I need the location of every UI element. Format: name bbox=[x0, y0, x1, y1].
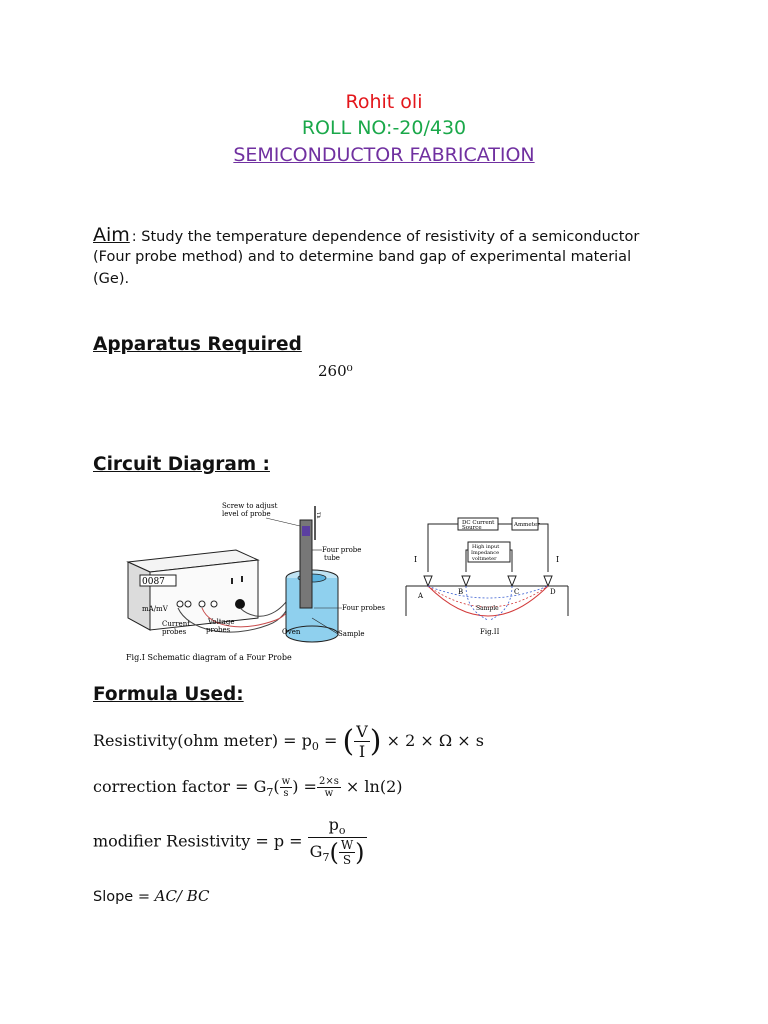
jack-2 bbox=[185, 601, 191, 607]
f3-num: p bbox=[328, 815, 339, 834]
sample-label-2: Sample bbox=[476, 605, 499, 612]
screw-label-2: level of probe bbox=[222, 510, 271, 518]
f1-den: I bbox=[358, 742, 366, 761]
f2-tail: × ln(2) bbox=[345, 777, 403, 796]
f1-num: V bbox=[356, 722, 368, 741]
formula-resistivity: Resistivity(ohm meter) = $p_0$ = ( $\frac{V}{I}$ ) × 2 × Ω × s bbox=[93, 722, 484, 761]
current-probes-label-2: probes bbox=[162, 628, 187, 636]
f3-num-sub: o bbox=[338, 824, 346, 838]
knob bbox=[235, 599, 245, 609]
f2-num: w bbox=[281, 776, 291, 787]
instrument-side bbox=[128, 562, 150, 630]
jack-1 bbox=[177, 601, 183, 607]
aim-line-1 bbox=[93, 224, 639, 246]
formula-modified-resistivity bbox=[93, 815, 367, 867]
f3-fraction: $p_o$ $G_7$( $\frac{W}{S}$ ) bbox=[309, 815, 365, 868]
f2-num2: 2×s bbox=[318, 776, 339, 787]
f1-sub: 0 bbox=[311, 740, 319, 754]
equipotential-blue bbox=[428, 586, 548, 598]
slope-line bbox=[93, 887, 210, 905]
formula-heading: Formula Used: bbox=[93, 684, 244, 705]
probe-d bbox=[544, 576, 552, 586]
jack-4 bbox=[211, 601, 217, 607]
four-probes-label: Four probes bbox=[342, 604, 386, 612]
f2-den: s bbox=[283, 788, 289, 799]
voltage-probes-label-1: Voltage bbox=[208, 618, 235, 626]
probe-b bbox=[462, 576, 470, 586]
four-probe-apparatus-figure bbox=[118, 500, 386, 668]
four-probe-tube-label-2: tube bbox=[324, 554, 340, 562]
current-probes-label-1: Current bbox=[162, 620, 191, 628]
sample-label: Sample bbox=[338, 630, 365, 638]
apparatus-value: 260⁰ bbox=[318, 362, 353, 380]
f3-label: modifier Resistivity = p = bbox=[93, 831, 303, 851]
author-name: Rohit oli bbox=[345, 91, 423, 113]
dc-source-label-2: Source bbox=[462, 525, 482, 531]
voltmeter-label-2: Impedance bbox=[471, 550, 500, 556]
aim-text-2: (Four probe method) and to determine band gap of experimental material bbox=[93, 249, 632, 265]
voltage-probes-label-2: probes bbox=[206, 626, 231, 634]
point-c-label: C bbox=[514, 588, 520, 596]
voltmeter-label-3: voltmeter bbox=[472, 556, 497, 562]
f2-label: correction factor = G bbox=[93, 777, 267, 796]
aim-text-3: (Ge). bbox=[93, 271, 130, 287]
probe-a bbox=[424, 576, 432, 586]
f1-label: Resistivity(ohm meter) = p bbox=[93, 731, 312, 750]
f3-den-sub: 7 bbox=[322, 851, 330, 865]
meter-display-text: 0087 bbox=[142, 577, 165, 587]
f1-tail: × 2 × Ω × s bbox=[386, 731, 484, 750]
oven-label: Oven bbox=[282, 628, 301, 636]
f3-inner-num: W bbox=[340, 838, 354, 853]
apparatus-heading: Apparatus Required bbox=[93, 334, 302, 355]
meter-unit-label: mA/mV bbox=[142, 605, 168, 613]
thermometer-label: Th bbox=[315, 512, 321, 519]
fig2-caption: Fig.II bbox=[480, 628, 500, 636]
ammeter-label: Ammeter bbox=[514, 522, 540, 528]
f1-eq: = bbox=[324, 731, 338, 750]
circuit-heading: Circuit Diagram : bbox=[93, 454, 270, 475]
f2-fraction bbox=[280, 776, 293, 799]
dc-source-label-1: DC Current bbox=[462, 520, 495, 526]
course-title: SEMICONDUCTOR FABRICATION bbox=[233, 144, 535, 166]
point-b-label: B bbox=[458, 588, 464, 596]
f2-fraction-2 bbox=[317, 776, 341, 799]
f1-fraction bbox=[354, 722, 370, 761]
f3-inner-den: S bbox=[342, 853, 352, 868]
slope-value: AC/ BC bbox=[154, 887, 210, 905]
formula-correction-factor: correction factor = $G_7$( $\frac{w}{s}$ ) = $\frac{2\times s}{w}$ × ln(2) bbox=[93, 776, 403, 800]
f3-den-g: G bbox=[309, 842, 323, 862]
current-left-label: I bbox=[414, 555, 418, 564]
aim-label: Aim bbox=[93, 224, 130, 246]
probe-c bbox=[508, 576, 516, 586]
f2-sub: 7 bbox=[266, 786, 274, 800]
slope-label: Slope = bbox=[93, 889, 155, 905]
aim-text-1: : Study the temperature dependence of resistivity of a semiconductor bbox=[131, 229, 640, 245]
f2-eq: = bbox=[303, 777, 317, 796]
current-right-label: I bbox=[556, 555, 560, 564]
jack-3 bbox=[199, 601, 205, 607]
voltmeter-label-1: High input bbox=[472, 544, 500, 550]
four-probe-tube-label-1: Four probe bbox=[322, 546, 362, 554]
fig1-caption: Fig.I Schematic diagram of a Four Probe bbox=[126, 653, 292, 662]
screw-label-1: Screw to adjust bbox=[222, 502, 278, 510]
point-d-label: D bbox=[550, 588, 556, 596]
four-probe-circuit-figure bbox=[400, 510, 570, 642]
point-a-label: A bbox=[418, 592, 424, 600]
f2-den2: w bbox=[324, 788, 334, 799]
roll-number: ROLL NO:-20/430 bbox=[301, 117, 467, 139]
